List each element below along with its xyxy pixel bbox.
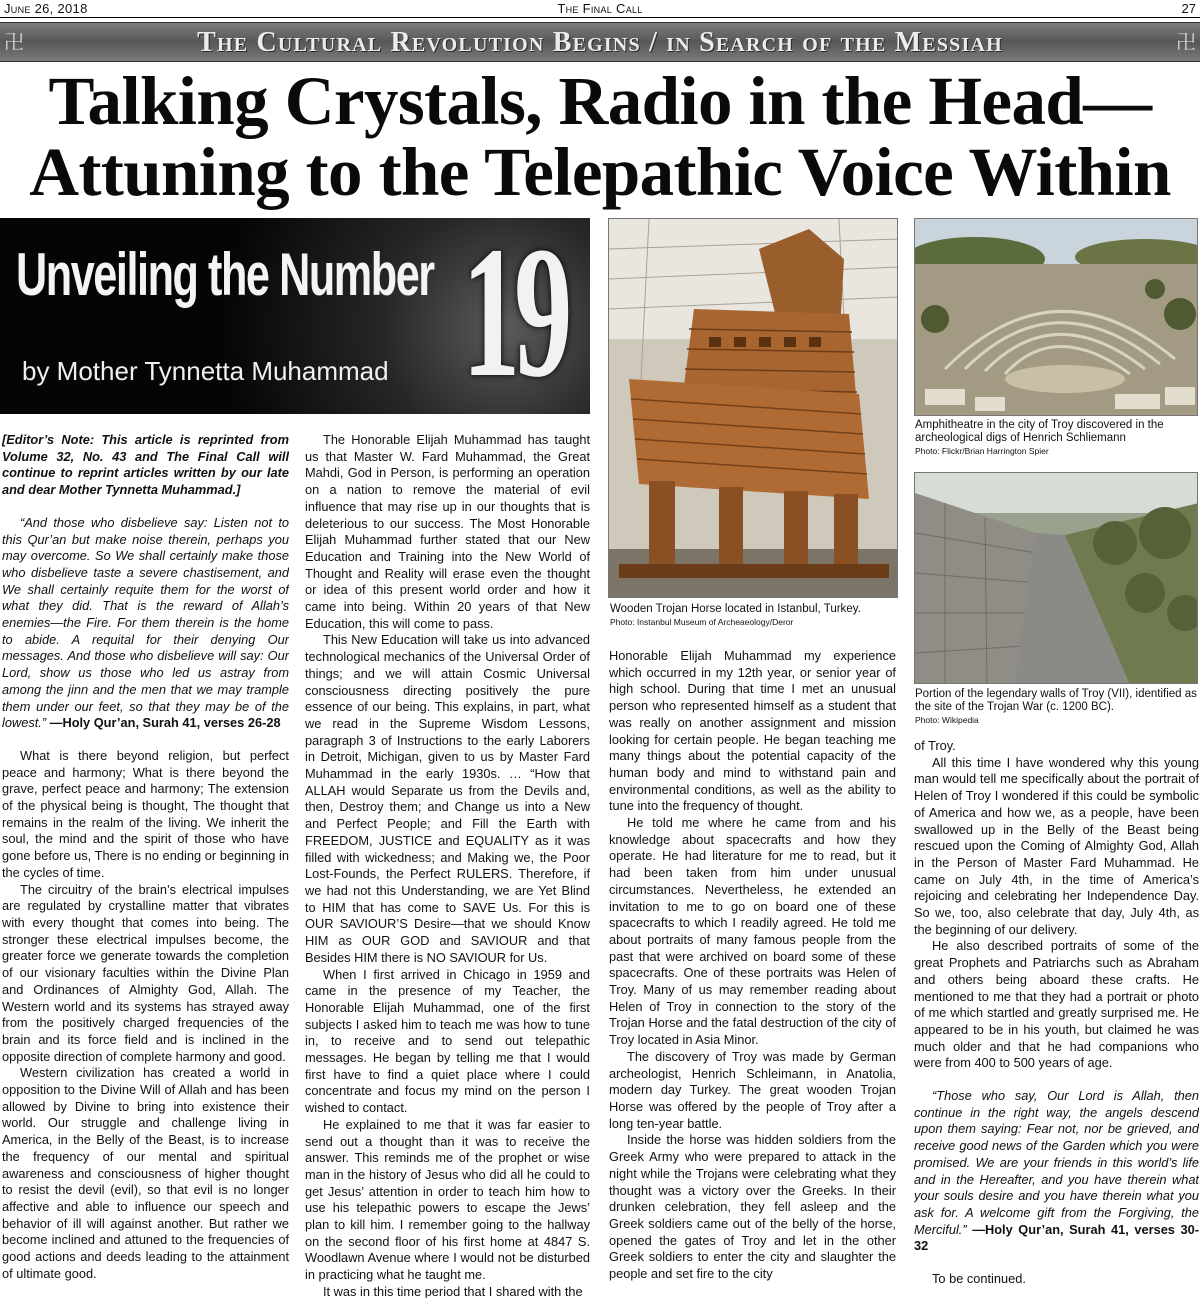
closing-quote-source: —Holy Qur’an, Surah 41, verses 30-32 — [914, 1221, 1199, 1254]
paragraph: He told me where he came from and his knowledge about spacecrafts and how they operate. He had literature for me to read, but it had been taken from him under unusual circumstances. Nevertheless, he extended an invitation to me to go on board one of these spacecrafts to which I readily agreed. He told me about portraits of many famous people from the past that were archived on board some of these spacecrafts. One of these portraits was Helen of Troy. Many of us may remember reading about Helen of Troy in connection to the story of the Trojan Horse and the fatal destruction of the city of Troy located in Asia Minor. — [609, 815, 896, 1048]
paragraph: Inside the horse was hidden soldiers from the Greek Army who were prepared to attack in the night while the Trojans were celebrating what they thought was a victory over the Greeks. In their drunken celebration, they fell asleep and the Greek soldiers came out of the belly of the horse, opened the gates of Troy and let in the other Greek soldiers to enter the city and slaughter the people and set fire to the city — [609, 1132, 896, 1282]
opening-quote-text: “And those who disbelieve say: Listen not to this Qur’an but make noise therein, perhaps you may overcome. So We shall certainly make those who disbelieve taste a severe chastisement, and We shall certainly requite them for the worst of what they did. That is the reward of Allah’s enemies—the Fire. For them therein is the home to abide. A requital for their denying Our messages. And those who disbelieve will say: Our Lord, show us those who led us astray from among the jinn and the men that we may trample them under our feet, so that they may be of the lowest.” — [2, 514, 289, 731]
series-logo — [0, 218, 590, 414]
section-banner — [0, 22, 1200, 62]
paragraph: What is there beyond religion, but perfect peace and harmony; What is there beyond the grave, perfect peace and harmony; The extension of the physical being is thought, The thought that remains in the realm of the living. We inherit the soul, the mind and the spirit of those who have gone before us, There is no ending or beginning in the cycles of time. — [2, 747, 289, 880]
opening-quote-source: —Holy Qur’an, Surah 41, verses 26-28 — [46, 715, 281, 731]
headline-line-1: Talking Crystals, Radio in the Head— — [48, 63, 1152, 139]
byline: by Mother Tynnetta Muhammad — [22, 356, 389, 386]
page-number: 27 — [1181, 1, 1196, 16]
closing-quote — [914, 1088, 1199, 1255]
paragraph: He explained to me that it was far easier to send out a thought than it was to receive the answer. This reminds me of the prophet or wise man in the history of Jesus who did all he could to get Jesus’ attention in order to teach him how to use his telepathic powers to escape the Jews’ plan to kill him. I remember going to the hallway on the second floor of his first home at 4847 S. Woodlawn Avenue where I would not be disturbed in practicing what he taught me. — [305, 1116, 590, 1283]
trojan-horse-caption — [610, 603, 902, 628]
amphitheatre-photo — [914, 218, 1198, 416]
amphitheatre-photo-credit: Photo: Flickr/Brian Harrington Spier — [915, 446, 1049, 456]
issue-date: June 26, 2018 — [4, 1, 88, 16]
paragraph: The Honorable Elijah Muhammad has taught us that Master W. Fard Muhammad, the Great Mahdi, God in Person, is performing an operation on a nation to remove the material of evil influence that may rise up in our thoughts that is deleterious to our success. The Most Honorable Elijah Muhammad further stated that our New Education and Training into the New World of Thought and Reality will erase even the thought or idea of this present world order and how it came into being. Within 20 years of that New Education, this will come to pass. — [305, 432, 590, 631]
trojan-horse-photo-credit: Photo: Instanbul Museum of Archeaeology/Deror — [610, 617, 794, 627]
paragraph: Western civilization has created a world in opposition to the Divine Will of Allah and has been allowed by Divine to bring into existence their world. Our struggle and challenge living in America, in the Belly of the Beast, is to increase the frequency of our mental and spiritual awareness and consciousness of higher thought to resist the devil (evil), so that evil is no longer affective and able to influence our speech and behavior of ill will against another. But rather we become inclined and attuned to the frequencies of good actions and deeds leading to the attainment of ultimate good. — [2, 1065, 289, 1281]
series-number: 19 — [462, 218, 567, 414]
walls-of-troy-caption-text: Portion of the legendary walls of Troy (VII), identified as the site of the Trojan War (c. 1200 BC). — [915, 688, 1197, 713]
amphitheatre-caption-text: Amphitheatre in the city of Troy discovered in the archeological digs of Henrich Schliemann — [915, 419, 1164, 444]
paragraph: The circuitry of the brain’s electrical impulses are regulated by crystalline matter that vibrates with every thought that comes into being. The stronger these electrical impulses become, the greater force we generate towards the completion of our visionary faculties within the Divine Plan and Ordinances of Almighty God, Allah. The Western world and its systems has strayed away from the positively charged frequencies of the brain and its force field and is inclined in the opposite direction of complete harmony and good. — [2, 881, 289, 1064]
to-be-continued: To be continued. — [932, 1271, 1026, 1287]
newspaper-name: The Final Call — [557, 1, 643, 16]
closing-quote-text: “Those who say, Our Lord is Allah, then continue in the right way, the angels descend upon them saying: Fear not, nor be grieved, and receive good news of the Garden which you were promised. We are your friends in this world’s life and in the Hereafter, and you have therein what your souls desire and you have therein what you ask for. A welcome gift from the Forgiving, the Merciful.” — [914, 1088, 1199, 1237]
walls-of-troy-photo — [914, 472, 1198, 684]
banner-ornament-right-icon: 卍 — [1176, 30, 1196, 54]
amphitheatre-caption — [915, 419, 1200, 457]
folio-line — [0, 0, 1200, 18]
article-column-2 — [305, 432, 590, 1298]
paragraph: All this time I have wondered why this young man would tell me specifically about the portrait of Helen of Troy I wondered if this could be symbolic of America and how we, as a people, have been swallowed up in the Belly of the Beast being rescued upon the Coming of Almighty God, Allah in the Person of Master Fard Muhammad. He came on July 4th, in the time of America’s rejoicing and celebrating her Independence Day. So we, too, also celebrate that day, July 4th, as the beginning of our delivery. — [914, 754, 1199, 937]
article-column-4 — [914, 738, 1199, 1298]
article-column-1 — [2, 432, 289, 1298]
walls-of-troy-photo-credit: Photo: Wikipedia — [915, 715, 979, 725]
walls-of-troy-caption — [915, 688, 1200, 726]
series-title: Unveiling the Number — [16, 241, 434, 308]
article-headline — [0, 63, 1200, 210]
paragraph: It was in this time period that I shared with the — [323, 1283, 583, 1298]
headline-line-2: Attuning to the Telepathic Voice Within — [29, 134, 1171, 210]
editors-note: [Editor’s Note: This article is reprinted from Volume 32, No. 43 and The Final Call will continue to reprint articles written by our late and dear Mother Tynnetta Muhammad.] — [2, 432, 289, 498]
paragraph: Honorable Elijah Muhammad my experience which occurred in my 12th year, or senior year of high school. During that time I met an unusual person who represented himself as a student that was really on another assignment and mission looking for certain people. He began teaching me many things about the potential capacity of the human body and mind to withstand pain and environmental conditions, as well as the ability to tune into the frequency of thought. — [609, 648, 896, 814]
section-kicker: The Cultural Revolution Begins / in Search of the Messiah — [197, 27, 1003, 58]
trojan-horse-caption-text: Wooden Trojan Horse located in Istanbul, Turkey. — [610, 603, 861, 615]
article-column-3 — [609, 648, 896, 1298]
banner-ornament-left-icon: 卍 — [4, 30, 24, 54]
paragraph: When I first arrived in Chicago in 1959 and came in the presence of my Teacher, the Honorable Elijah Muhammad, one of the first subjects I asked him to teach me was how to tune in, to receive and to send out telepathic messages. He began by telling me that I would first have to find a quiet place where I could concentrate and focus my mind on the person I wished to contact. — [305, 966, 590, 1116]
paragraph: The discovery of Troy was made by German archeologist, Henrich Schleimann, in Anatolia, modern day Turkey. The great wooden Trojan Horse was offered by the people of Troy after a long ten-year battle. — [609, 1048, 896, 1131]
paragraph: This New Education will take us into advanced technological mechanics of the Universal Order of things; and we will attain Cosmic Universal consciousness directing positively the pure essence of our being. This explains, in part, what we read in the Supreme Wisdom Lessons, paragraph 3 of Instructions to the early Laborers in Detroit, Michigan, given to us by Master Fard Muhammad in the early 1930s. … “How that ALLAH would Separate us from the Devils and, then, Destroy them; and Change us into a New and Perfect People; and Fill the Earth with FREEDOM, JUSTICE and EQUALITY as it was filled with wickedness; and Making we, the Poor Lost-Founds, the Perfect RULERS. Therefore, if we had not this Understanding, we are Yet Blind to HIM that has come to SAVE Us. For this is OUR SAVIOUR’S Desire—that we should Know HIM as OUR GOD and SAVIOUR and that Besides HIM there is NO SAVIOUR for Us. — [305, 632, 590, 965]
trojan-horse-photo — [608, 218, 898, 598]
paragraph: of Troy. — [914, 738, 956, 753]
opening-quote — [2, 515, 289, 732]
paragraph: He also described portraits of some of the great Prophets and Patriarchs such as Abraham and others being aboard these crafts. He mentioned to me that they had a portrait or photo of me which startled and greatly surprised me. He appeared to be in his youth, but claimed he was much older and that he had companions who were from 400 to 500 years of age. — [914, 938, 1199, 1071]
